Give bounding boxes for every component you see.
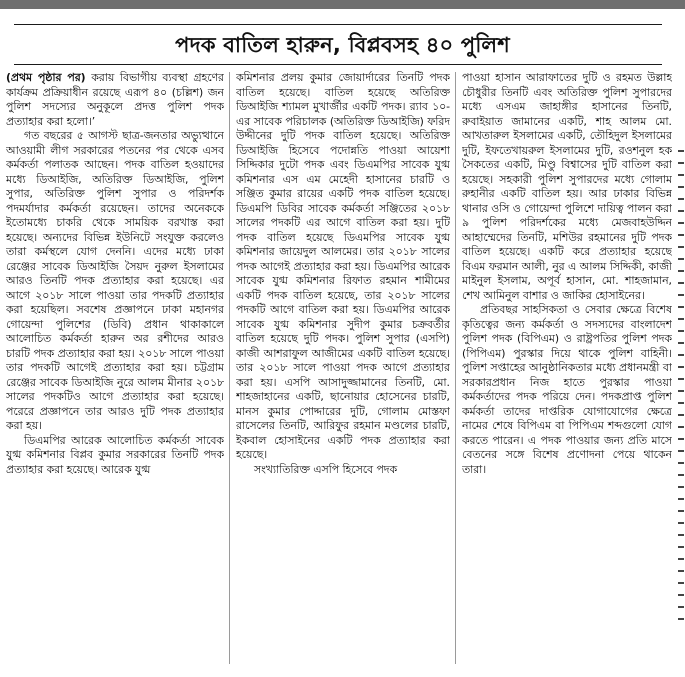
continued-from-label: (প্রথম পৃষ্ঠার পর) — [6, 71, 86, 84]
paragraph-text: করায় বিভাগীয় ব্যবস্থা গ্রহণের কার্যক্রম প্রক্রিয়াধীন রয়েছে এরূপ ৪০ (চল্লিশ) জন পুলিশ সদস্যের অনুকূলে প্রদত্ত পুলিশ পদক প্রত্যাহার করা হলো।’ — [6, 71, 224, 128]
paragraph: ডিএমপির আরেক আলোচিত কর্মকর্তা সাবেক যুগ্ম কমিশনার বিপ্লব কুমার সরকারের তিনটি পদক প্রত্যাহার করা হয়েছে। আরেক যুগ্ম — [6, 433, 224, 476]
article-column-2 — [236, 71, 450, 661]
article-column-3 — [462, 71, 672, 661]
article-headline: পদক বাতিল হারুন, বিপ্লবসহ ৪০ পুলিশ — [175, 33, 510, 57]
column-divider — [229, 72, 230, 664]
paragraph: প্রতিবছর সাহসিকতা ও সেবার ক্ষেত্রে বিশেষ কৃতিত্বের জন্য কর্মকর্তা ও সদস্যদের বাংলাদেশ পুলিশ পদক (বিপিএম) ও রাষ্ট্রপতির পুলিশ পদক (পিপিএম) পুরস্কার দিয়ে থাকে পুলিশ বাহিনী। পুলিশ সপ্তাহের আনুষ্ঠানিকতার মধ্যে প্রধানমন্ত্রী বা সরকারপ্রধান নিজ হাতে পুরস্কার পাওয়া কর্মকর্তাদের পদক পরিয়ে দেন। পদকপ্রাপ্ত পুলিশ কর্মকর্তা তাদের দাপ্তরিক যোগাযোগের ক্ষেত্রে নামের শেষে বিপিএম বা পিপিএম শব্দগুলো যোগ করতে পারেন। এ পদক পাওয়ার জন্য প্রতি মাসে বেতনের সঙ্গে বিশেষ প্রণোদনা পেয়ে থাকেন তারা। — [462, 303, 672, 476]
adjacent-column-edge — [676, 150, 685, 630]
column-divider — [455, 72, 456, 664]
headline-rule-top — [14, 24, 662, 25]
page-top-rule — [0, 0, 685, 9]
paragraph: গত বছরের ৫ আগস্ট ছাত্র-জনতার অভ্যুত্থানে আওয়ামী লীগ সরকারের পতনের পর থেকে এসব কর্মকর্তা পলাতক আছেন। পদক বাতিল হওয়াদের মধ্যে ডিআইজি, অতিরিক্ত ডিআইজি, পুলিশ সুপার, অতিরিক্ত পুলিশ সুপার ও পরিদর্শক পদমর্যাদার কর্মকর্তা রয়েছেন। তাদের অনেককে ইতোমধ্যে চাকরি থেকে সাময়িক বরখাস্ত করা হয়েছে। অন্যদের বিভিন্ন ইউনিটে সংযুক্ত করলেও তারা কর্মস্থলে যোগ দেননি। এদের মধ্যে ঢাকা রেঞ্জের সাবেক ডিআইজি সৈয়দ নুরুল ইসলামের আরও তিনটি পদক প্রত্যাহার করা হয়েছে। এর আগে ২০১৮ সালে পাওয়া তার পদকটি প্রত্যাহার করা হয়েছিল। সবশেষ প্রজ্ঞাপনে ঢাকা মহানগর গোয়েন্দা পুলিশের (ডিবি) প্রধান থাকাকালে আলোচিত কর্মকর্তা হারুন অর রশীদের আরও চারটি পদক প্রত্যাহার করা হয়। ২০১৮ সালে পাওয়া তার পদকটি আগেই প্রত্যাহার করা হয়। চট্টগ্রাম রেঞ্জের সাবেক ডিআইজি নুরে আলম মীনার ২০১৮ সালের পদকটিও আগে প্রত্যাহার করা হয়েছে। পরেরে প্রজ্ঞাপনে তার আরও দুটি পদক প্রত্যাহার করা হয়। — [6, 129, 224, 432]
paragraph: সংখ্যাতিরিক্ত এসপি হিসেবে পদক — [254, 462, 398, 476]
headline-rule-bottom — [14, 64, 662, 65]
article-column-1 — [6, 71, 224, 661]
paragraph: পাওয়া হাসান আরাফাতের দুটি ও রহমত উল্লাহ চৌধুরীর তিনটি এবং অতিরিক্ত পুলিশ সুপারদের মধ্যে এসএম জাহাঙ্গীর হাসানের তিনটি, রুবাইয়াত জামানের একটি, শাহ আলম মো. আখতারুল ইসলামের একটি, তৌহিদুল ইসলামের দুটি, ইফতেখায়রুল ইসলামের দুটি, রওশনুল হক সৈকতের একটি, মিণ্ডু বিশ্বাসের দুটি বাতিল করা হয়েছে। সহকারী পুলিশ সুপারদের মধ্যে গোলাম রুহানীর একটি বাতিল হয়। আর ঢাকার বিভিন্ন থানার ওসি ও গোয়েন্দা পুলিশে দায়িত্ব পালন করা ৯ পুলিশ পরিদর্শকের মধ্যে মেজবাহউদ্দিন আহাম্মেদের তিনটি, মশিউর রহমানের দুটি পদক বাতিল হয়েছে। একটি করে প্রত্যাহার হয়েছে বিএম ফরমান আলী, নুর এ আলম সিদ্দিকী, কাজী মাইনুল ইসলাম, অপূর্ব হাসান, মো. শাহজামান, শেখ আমিনুল বাশার ও জাকির হোসাইনের। — [462, 71, 672, 302]
paragraph: কমিশনার প্রলয় কুমার জোয়ার্দারের তিনটি পদক বাতিল হয়েছে। বাতিল হয়েছে অতিরিক্ত ডিআইজি শ্যামল মুখার্জীর একটি পদক। র‍্যাব ১০-এর সাবেক পরিচালক (অতিরিক্ত ডিআইজি) ফরিদ উদ্দীনের দুটি পদক বাতিল হয়েছে। অতিরিক্ত ডিআইজি হিসেবে পদোন্নতি পাওয়া আয়েশা সিদ্দিকার দুটো পদক এবং ডিএমপির সাবেক যুগ্ম কমিশনার এস এম মেহেদী হাসানের চারটি ও সঞ্জিত কুমার রায়ের একটি পদক বাতিল হয়েছে। ডিএমপি ডিবির সাবেক কর্মকর্তা সঞ্জিতের ২০১৮ সালের পদকটি এর আগে বাতিল করা হয়। দুটি পদক বাতিল হয়েছে ডিএমপির সাবেক যুগ্ম কমিশনার জায়েদুল আলমের। তার ২০১৮ সালের পদক আগেই প্রত্যাহার করা হয়। ডিএমপির আরেক সাবেক যুগ্ম কমিশনার রিফাত রহমান শামীমের একটি পদক বাতিল হয়েছে, তার ২০১৮ সালের পদকটি আগে বাতিল করা হয়। ডিএমপির আরেক সাবেক যুগ্ম কমিশনার সুদীপ কুমার চক্রবর্তীর বাতিল হয়েছে দুটি পদক। পুলিশ সুপার (এসপি) কাজী আশরাফুল আজীমের একটি বাতিল হয়েছে। তার ২০১৮ সালে পাওয়া পদক আগে প্রত্যাহার করা হয়। এসপি আসাদুজ্জামানের তিনটি, মো. শাহজাহানের একটি, ছানোয়ার হোসেনের চারটি, মানস কুমার পোদ্দারের দুটি, গোলাম মোস্তফা রাসেলের তিনটি, আরিফুর রহমান মণ্ডলের চারটি, ইকবাল হোসাইনের একটি পদক প্রত্যাহার করা হয়েছে। — [236, 71, 450, 461]
paragraph — [6, 71, 224, 129]
